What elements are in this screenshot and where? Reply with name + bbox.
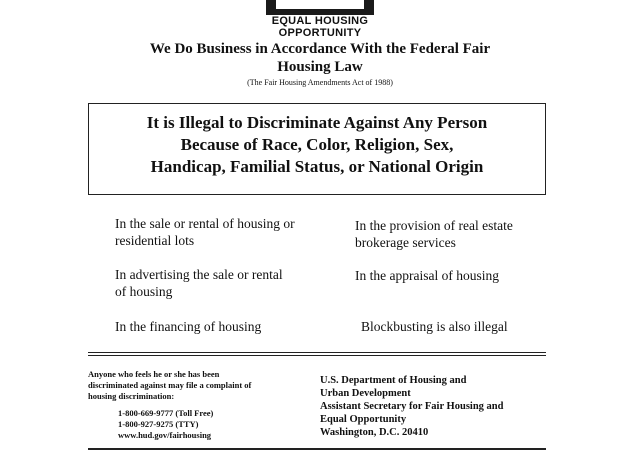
item-blockbusting bbox=[361, 318, 561, 335]
hud-line: Urban Development bbox=[320, 388, 411, 399]
phone-tty: 1-800-927-9275 (TTY) bbox=[118, 419, 199, 429]
complaint-line: discriminated against may file a complaint of bbox=[88, 380, 252, 390]
divider-top bbox=[88, 352, 546, 353]
logo-text-line-1: EQUAL HOUSING bbox=[271, 15, 369, 27]
hud-line: Washington, D.C. 20410 bbox=[320, 427, 429, 438]
hud-line: Equal Opportunity bbox=[320, 414, 407, 425]
divider-bottom bbox=[88, 448, 546, 450]
hud-line: Assistant Secretary for Fair Housing and bbox=[320, 401, 504, 412]
logo-text-line-2: OPPORTUNITY bbox=[278, 27, 362, 39]
complaint-contacts bbox=[118, 408, 298, 441]
item-line: In advertising the sale or rental bbox=[115, 267, 283, 282]
phone-toll-free: 1-800-669-9777 (Toll Free) bbox=[118, 408, 214, 418]
item-line: In the financing of housing bbox=[115, 319, 262, 334]
complaint-notice bbox=[88, 369, 298, 402]
item-line: residential lots bbox=[115, 233, 195, 248]
website-link[interactable]: www.hud.gov/fairhousing bbox=[118, 430, 212, 440]
header-line-2: Housing Law bbox=[277, 59, 363, 75]
header-line-1: We Do Business in Accordance With the Federal Fair bbox=[149, 41, 491, 57]
hud-line: U.S. Department of Housing and bbox=[320, 375, 467, 386]
item-financing bbox=[115, 318, 335, 335]
header-subnote: (The Fair Housing Amendments Act of 1988) bbox=[247, 78, 393, 87]
item-line: In the sale or rental of housing or bbox=[115, 216, 295, 231]
item-line: brokerage services bbox=[355, 235, 456, 250]
divider-top-double bbox=[88, 355, 546, 356]
notice-box bbox=[88, 103, 546, 195]
complaint-line: housing discrimination: bbox=[88, 391, 175, 401]
item-line: In the appraisal of housing bbox=[355, 268, 499, 283]
item-advertising bbox=[115, 266, 335, 300]
notice-line-2: Because of Race, Color, Religion, Sex, bbox=[180, 135, 454, 154]
item-brokerage bbox=[355, 217, 555, 251]
notice-line-1: It is Illegal to Discriminate Against Any Person bbox=[146, 113, 488, 132]
notice-line-3: Handicap, Familial Status, or National Origin bbox=[150, 157, 484, 176]
item-line: In the provision of real estate bbox=[355, 218, 513, 233]
item-line: of housing bbox=[115, 284, 173, 299]
item-sale-rental bbox=[115, 215, 335, 249]
item-line: Blockbusting is also illegal bbox=[361, 319, 508, 334]
hud-address bbox=[320, 374, 560, 439]
logo-equal-sign-icon bbox=[276, 0, 364, 11]
item-appraisal bbox=[355, 267, 555, 284]
complaint-line: Anyone who feels he or she has been bbox=[88, 369, 220, 379]
